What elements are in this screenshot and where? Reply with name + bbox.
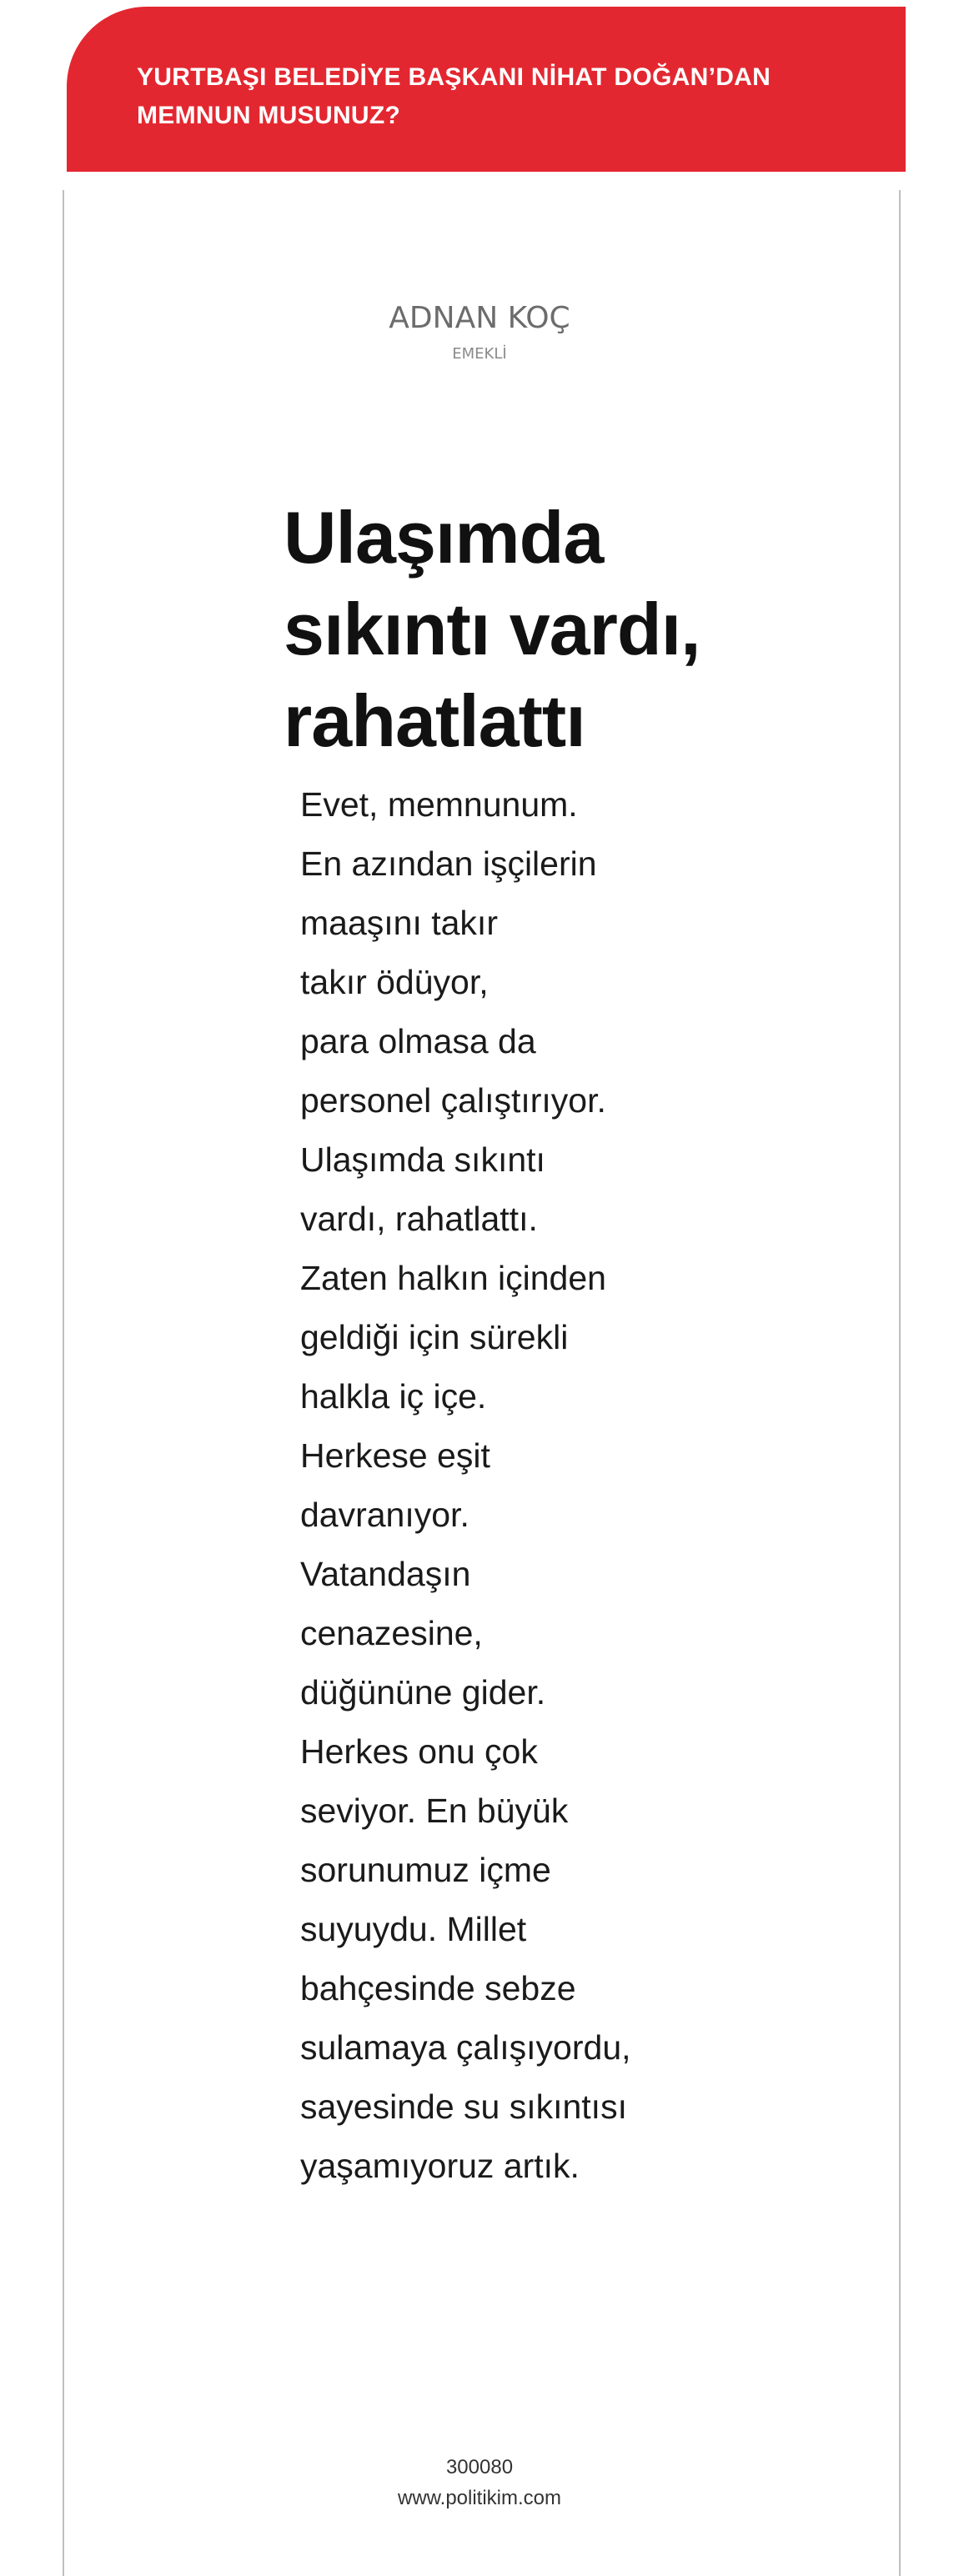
body-line: Herkes onu çok [300,1732,538,1771]
footer-url-link[interactable]: www.politikim.com [397,2487,562,2509]
body-line: yaşamıyoruz artık. [300,2147,580,2185]
person-title: EMEKLİ [452,345,507,363]
banner-title-line-1: YURTBAŞI BELEDİYE BAŞKANI NİHAT DOĞAN’DAN [137,63,771,91]
body-line: seviyor. En büyük [300,1792,569,1830]
header-banner [67,7,906,172]
body-line: sulamaya çalışıyordu, [300,2028,631,2067]
body-line: sayesinde su sıkıntısı [300,2087,627,2126]
headline-line: rahatlattı [284,679,585,762]
body-line: Ulaşımda sıkıntı [300,1140,545,1179]
body-line: bahçesinde sebze [300,1969,576,2007]
headline-line: sıkıntı vardı, [284,588,700,670]
body-line: davranıyor. [300,1496,469,1534]
body-line: geldiği için sürekli [300,1318,569,1356]
person-name: ADNAN KOÇ [389,301,570,335]
body-line: para olmasa da [300,1022,536,1060]
headline [284,492,917,767]
body-line: Vatandaşın [300,1555,471,1593]
body-line: cenazesine, [300,1614,483,1652]
headline-line: Ulaşımda [284,496,604,579]
body-line: sorunumuz içme [300,1851,551,1889]
footer-code: 300080 [445,2456,514,2478]
banner-title-line-2: MEMNUN MUSUNUZ? [137,102,401,129]
body-line: maaşını takır [300,904,498,942]
body-line: Zaten halkın içinden [300,1259,606,1297]
body-line: Evet, memnunum. [300,785,578,824]
body-line: vardı, rahatlattı. [300,1200,538,1238]
body-line: Herkese eşit [300,1436,490,1475]
body-line: halkla iç içe. [300,1377,487,1416]
banner-title [137,58,904,135]
body-line: düğününe gider. [300,1673,546,1711]
body-line: En azından işçilerin [300,844,597,883]
body-line: suyuydu. Millet [300,1910,527,1948]
body-line: takır ödüyor, [300,963,489,1001]
quote-body [300,775,767,2196]
body-line: personel çalıştırıyor. [300,1081,606,1120]
